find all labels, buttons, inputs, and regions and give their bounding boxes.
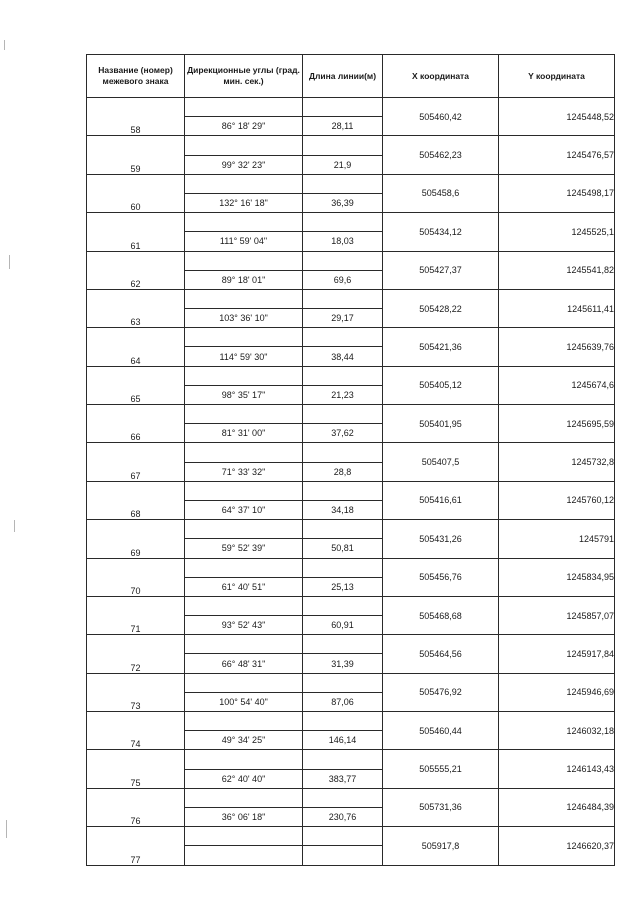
table-row — [87, 788, 615, 807]
length-blank-cell — [303, 788, 383, 807]
y-coordinate-cell: 1245791 — [499, 520, 615, 558]
line-length-cell: 25,13 — [303, 577, 383, 596]
angle-blank-cell — [185, 673, 303, 692]
table-row — [87, 712, 615, 731]
direction-angle-cell: 59° 52' 39" — [185, 539, 303, 558]
direction-angle-cell: 36° 06' 18" — [185, 807, 303, 826]
angle-blank-cell — [185, 289, 303, 308]
y-coordinate-cell: 1245611,41 — [499, 289, 615, 327]
line-length-cell: 87,06 — [303, 692, 383, 711]
line-length-cell: 21,23 — [303, 385, 383, 404]
mark-name-cell: 76 — [87, 788, 185, 826]
x-coordinate-cell: 505416,61 — [383, 481, 499, 519]
table-row — [87, 481, 615, 500]
y-coordinate-cell: 1246484,39 — [499, 788, 615, 826]
x-coordinate-cell: 505431,26 — [383, 520, 499, 558]
mark-name-cell: 69 — [87, 520, 185, 558]
length-blank-cell — [303, 712, 383, 731]
length-blank-cell — [303, 827, 383, 846]
x-coordinate-cell: 505731,36 — [383, 788, 499, 826]
header-x-coordinate: X координата — [383, 55, 499, 98]
mark-name-cell: 63 — [87, 289, 185, 327]
line-length-cell: 29,17 — [303, 309, 383, 328]
y-coordinate-cell: 1246620,37 — [499, 827, 615, 865]
scan-speck — [6, 820, 7, 838]
y-coordinate-cell: 1245917,84 — [499, 635, 615, 673]
y-coordinate-cell: 1245834,95 — [499, 558, 615, 596]
mark-name-cell: 74 — [87, 712, 185, 750]
length-blank-cell — [303, 750, 383, 769]
angle-blank-cell — [185, 750, 303, 769]
mark-name-cell: 71 — [87, 596, 185, 634]
table-row — [87, 289, 615, 308]
length-blank-cell — [303, 213, 383, 232]
x-coordinate-cell: 505464,56 — [383, 635, 499, 673]
mark-name-cell: 70 — [87, 558, 185, 596]
x-coordinate-cell: 505458,6 — [383, 174, 499, 212]
direction-angle-cell: 100° 54' 40" — [185, 692, 303, 711]
x-coordinate-cell: 505401,95 — [383, 405, 499, 443]
table-row — [87, 673, 615, 692]
y-coordinate-cell: 1245639,76 — [499, 328, 615, 366]
mark-name-cell: 66 — [87, 405, 185, 443]
y-coordinate-cell: 1245857,07 — [499, 596, 615, 634]
angle-blank-cell — [185, 520, 303, 539]
x-coordinate-cell: 505555,21 — [383, 750, 499, 788]
direction-angle-cell: 114° 59' 30" — [185, 347, 303, 366]
line-length-cell: 21,9 — [303, 155, 383, 174]
length-blank-cell — [303, 328, 383, 347]
mark-name-cell: 58 — [87, 98, 185, 136]
x-coordinate-cell: 505460,44 — [383, 712, 499, 750]
header-y-coordinate: Y координата — [499, 55, 615, 98]
mark-name-cell: 60 — [87, 174, 185, 212]
length-blank-cell — [303, 443, 383, 462]
angle-blank-cell — [185, 213, 303, 232]
angle-blank-cell — [185, 788, 303, 807]
y-coordinate-cell: 1245448,52 — [499, 98, 615, 136]
x-coordinate-cell: 505421,36 — [383, 328, 499, 366]
line-length-cell: 34,18 — [303, 500, 383, 519]
header-line-length: Длина линии(м) — [303, 55, 383, 98]
table-body — [87, 98, 615, 866]
table-row — [87, 136, 615, 155]
angle-blank-cell — [185, 635, 303, 654]
angle-blank-cell — [185, 366, 303, 385]
direction-angle-cell: 64° 37' 10" — [185, 500, 303, 519]
mark-name-cell: 61 — [87, 213, 185, 251]
table-row — [87, 405, 615, 424]
direction-angle-cell: 71° 33' 32" — [185, 462, 303, 481]
angle-blank-cell — [185, 481, 303, 500]
length-blank-cell — [303, 289, 383, 308]
x-coordinate-cell: 505917,8 — [383, 827, 499, 865]
direction-angle-cell: 49° 34' 25" — [185, 731, 303, 750]
length-blank-cell — [303, 481, 383, 500]
line-length-cell: 28,8 — [303, 462, 383, 481]
x-coordinate-cell: 505462,23 — [383, 136, 499, 174]
header-direction-angle: Дирекционные углы (град. мин. сек.) — [185, 55, 303, 98]
boundary-marks-table — [86, 54, 615, 866]
y-coordinate-cell: 1245525,1 — [499, 213, 615, 251]
header-mark-name: Название (номер) межевого знака — [87, 55, 185, 98]
scan-speck — [4, 40, 5, 50]
angle-blank-cell — [185, 712, 303, 731]
mark-name-cell: 77 — [87, 827, 185, 865]
direction-angle-cell: 111° 59' 04" — [185, 232, 303, 251]
angle-blank-cell — [185, 251, 303, 270]
table-row — [87, 366, 615, 385]
line-length-cell: 38,44 — [303, 347, 383, 366]
y-coordinate-cell: 1245674,6 — [499, 366, 615, 404]
line-length-cell: 18,03 — [303, 232, 383, 251]
x-coordinate-cell: 505468,68 — [383, 596, 499, 634]
length-blank-cell — [303, 635, 383, 654]
table-row — [87, 328, 615, 347]
angle-blank-cell — [185, 827, 303, 846]
direction-angle-cell: 132° 16' 18" — [185, 193, 303, 212]
line-length-cell: 146,14 — [303, 731, 383, 750]
table-row — [87, 443, 615, 462]
table-row — [87, 174, 615, 193]
direction-angle-cell: 81° 31' 00" — [185, 424, 303, 443]
x-coordinate-cell: 505476,92 — [383, 673, 499, 711]
y-coordinate-cell: 1246143,43 — [499, 750, 615, 788]
y-coordinate-cell: 1245498,17 — [499, 174, 615, 212]
angle-blank-cell — [185, 174, 303, 193]
mark-name-cell: 75 — [87, 750, 185, 788]
angle-blank-cell — [185, 405, 303, 424]
direction-angle-cell: 103° 36' 10" — [185, 309, 303, 328]
x-coordinate-cell: 505460,42 — [383, 98, 499, 136]
length-blank-cell — [303, 136, 383, 155]
y-coordinate-cell: 1245476,57 — [499, 136, 615, 174]
line-length-cell: 60,91 — [303, 616, 383, 635]
length-blank-cell — [303, 520, 383, 539]
y-coordinate-cell: 1245541,82 — [499, 251, 615, 289]
x-coordinate-cell: 505428,22 — [383, 289, 499, 327]
table-row — [87, 596, 615, 615]
line-length-cell: 50,81 — [303, 539, 383, 558]
table-row — [87, 251, 615, 270]
length-blank-cell — [303, 405, 383, 424]
x-coordinate-cell: 505456,76 — [383, 558, 499, 596]
table-row — [87, 558, 615, 577]
angle-blank-cell — [185, 136, 303, 155]
mark-name-cell: 65 — [87, 366, 185, 404]
line-length-cell: 36,39 — [303, 193, 383, 212]
line-length-cell — [303, 846, 383, 865]
angle-blank-cell — [185, 443, 303, 462]
table-row — [87, 750, 615, 769]
angle-blank-cell — [185, 98, 303, 117]
direction-angle-cell: 99° 32' 23" — [185, 155, 303, 174]
mark-name-cell: 72 — [87, 635, 185, 673]
direction-angle-cell: 61° 40' 51" — [185, 577, 303, 596]
angle-blank-cell — [185, 558, 303, 577]
line-length-cell: 230,76 — [303, 807, 383, 826]
line-length-cell: 69,6 — [303, 270, 383, 289]
mark-name-cell: 62 — [87, 251, 185, 289]
mark-name-cell: 73 — [87, 673, 185, 711]
table-header-row — [87, 55, 615, 98]
y-coordinate-cell: 1245732,8 — [499, 443, 615, 481]
length-blank-cell — [303, 673, 383, 692]
table-row — [87, 635, 615, 654]
length-blank-cell — [303, 558, 383, 577]
direction-angle-cell — [185, 846, 303, 865]
table-row — [87, 520, 615, 539]
direction-angle-cell: 98° 35' 17" — [185, 385, 303, 404]
table-row — [87, 827, 615, 846]
mark-name-cell: 67 — [87, 443, 185, 481]
direction-angle-cell: 86° 18' 29" — [185, 117, 303, 136]
direction-angle-cell: 89° 18' 01" — [185, 270, 303, 289]
length-blank-cell — [303, 98, 383, 117]
length-blank-cell — [303, 251, 383, 270]
y-coordinate-cell: 1245946,69 — [499, 673, 615, 711]
line-length-cell: 28,11 — [303, 117, 383, 136]
scan-speck — [9, 255, 10, 269]
table-row — [87, 98, 615, 117]
x-coordinate-cell: 505434,12 — [383, 213, 499, 251]
angle-blank-cell — [185, 596, 303, 615]
angle-blank-cell — [185, 328, 303, 347]
mark-name-cell: 68 — [87, 481, 185, 519]
scan-speck — [14, 520, 15, 532]
y-coordinate-cell: 1246032,18 — [499, 712, 615, 750]
x-coordinate-cell: 505407,5 — [383, 443, 499, 481]
x-coordinate-cell: 505405,12 — [383, 366, 499, 404]
length-blank-cell — [303, 366, 383, 385]
line-length-cell: 383,77 — [303, 769, 383, 788]
direction-angle-cell: 66° 48' 31" — [185, 654, 303, 673]
mark-name-cell: 64 — [87, 328, 185, 366]
table-row — [87, 213, 615, 232]
y-coordinate-cell: 1245695,59 — [499, 405, 615, 443]
line-length-cell: 37,62 — [303, 424, 383, 443]
direction-angle-cell: 93° 52' 43" — [185, 616, 303, 635]
mark-name-cell: 59 — [87, 136, 185, 174]
length-blank-cell — [303, 174, 383, 193]
length-blank-cell — [303, 596, 383, 615]
direction-angle-cell: 62° 40' 40" — [185, 769, 303, 788]
line-length-cell: 31,39 — [303, 654, 383, 673]
x-coordinate-cell: 505427,37 — [383, 251, 499, 289]
y-coordinate-cell: 1245760,12 — [499, 481, 615, 519]
